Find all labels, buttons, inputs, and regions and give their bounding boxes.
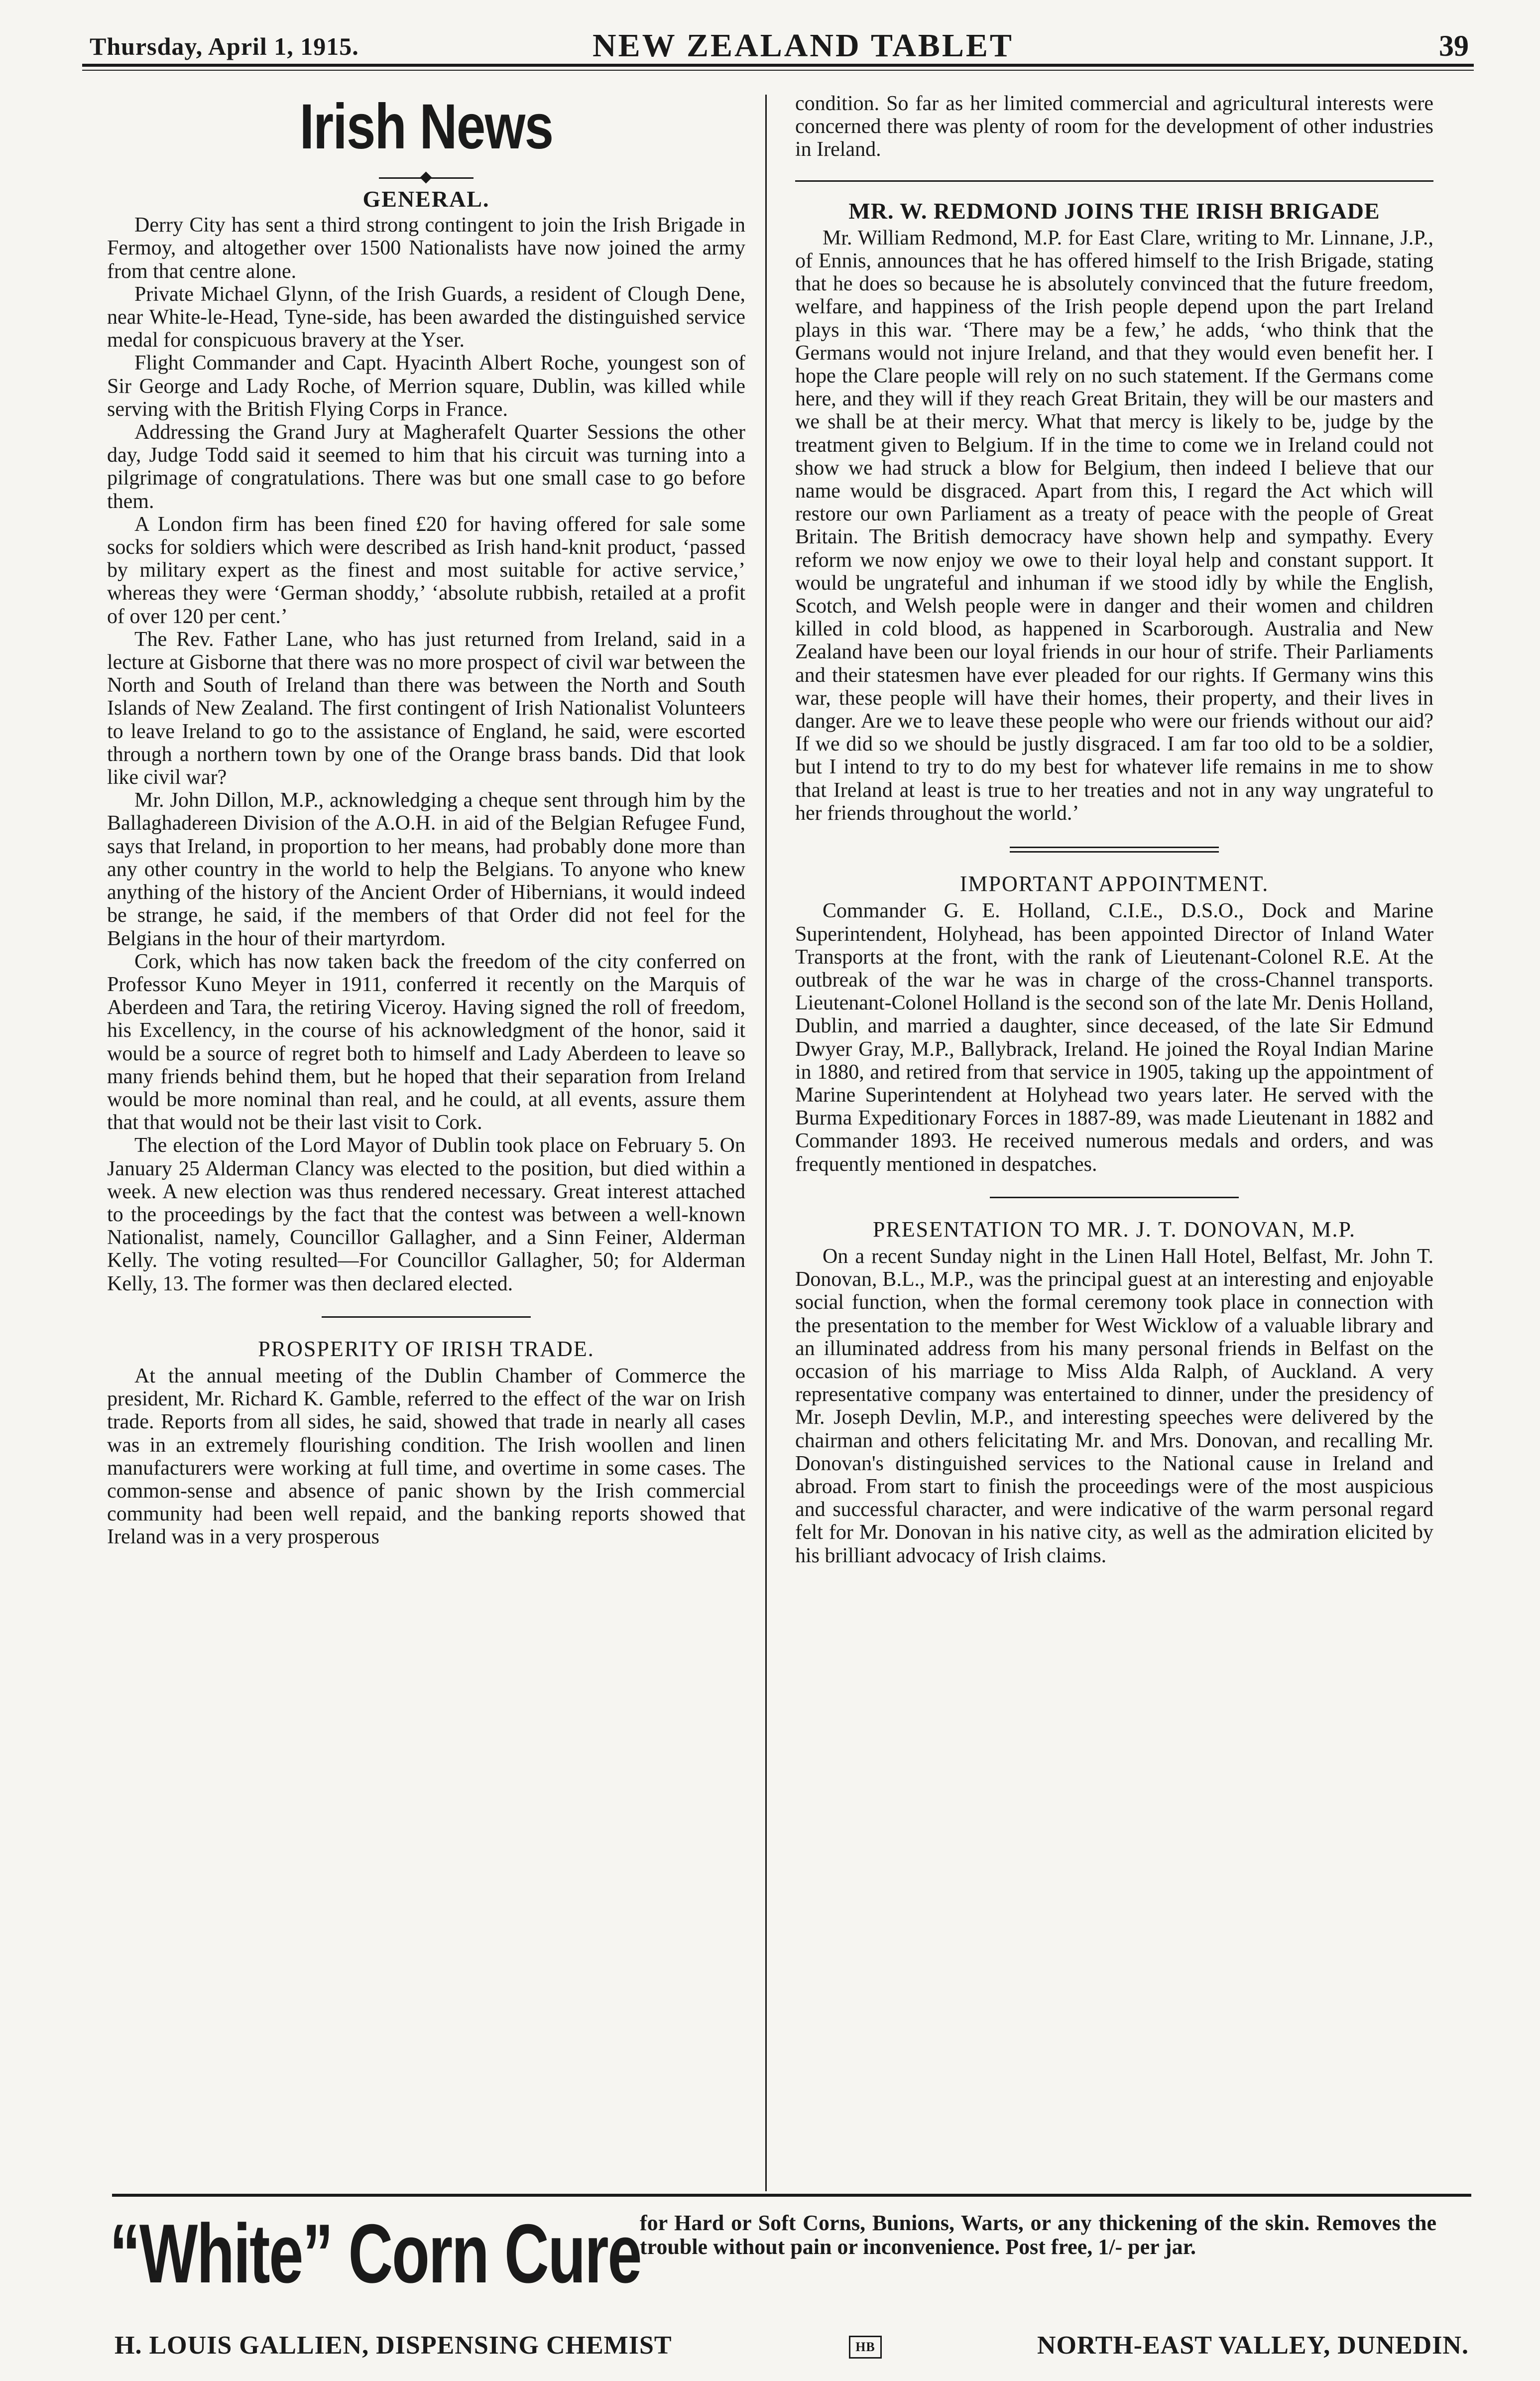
advert-mark: HB bbox=[849, 2336, 882, 2359]
section-rule bbox=[990, 1197, 1239, 1198]
head-rule-thin bbox=[82, 70, 1474, 71]
advert-description: for Hard or Soft Corns, Bunions, Warts, or any thickening of the skin. Removes the trouble without pain or inconvenience. Post free, 1/- per jar. bbox=[640, 2211, 1436, 2259]
redmond-heading: MR. W. REDMOND JOINS THE IRISH BRIGADE bbox=[848, 198, 1380, 224]
section-heading-general: GENERAL. bbox=[362, 186, 490, 212]
article-paragraph: The Rev. Father Lane, who has just returned from Ireland, said in a lecture at Gisborne that there was no more prospect of civil war between the North and South of Ireland than there was between the North and South Islands of New Zealand. The first contingent of Irish Nationalist Volunteers to leave Ireland to go to the assistance of England, he said, were escorted through a northern town by one of the Orange brass bands. Did that look like civil war? bbox=[107, 627, 745, 789]
section-rule bbox=[322, 1316, 531, 1318]
advert-slogan: “White” Corn Cure bbox=[110, 2207, 641, 2300]
redmond-paragraph: Mr. William Redmond, M.P. for East Clare, writing to Mr. Linnane, J.P., of Ennis, announces that he has offered himself to the Irish Brigade, stating that he does so because he is absolutely convinced that the future freedom, welfare, and happiness of the Irish people depend upon the part Ireland plays in this war. ‘There may be a few,’ he adds, ‘who think that the Germans would not injure Ireland, and that they would even benefit her. I hope the Clare people will rely on no such statement. If the Germans come here, and they will if they reach Great Britain, they will be our masters and we shall be at their mercy. What that mercy is likely to be, judge by the treatment given to Belgium. If in the time to come we in Ireland could not show we had struck a blow for Belgium, then indeed I believe that our name would be disgraced. Apart from this, I regard the Act which will restore our own Parliament as a treaty of peace with the people of Great Britain. The British democracy have shown help and sympathy. Every reform we now enjoy we owe to their loyal help and constant support. It would be ungrateful and inhuman if we stood idly by while the English, Scotch, and Welsh people were in danger and their women and children killed in cold blood, as happened in Scarborough. Australia and New Zealand have been our loyal friends in our hour of strife. Their Parliaments and their statesmen have ever pleaded for our rights. If Germany wins this war, these people will have their homes, their property, and their lives in danger. Are we to leave these people who were our friends without our aid? If we did so we should be justly disgraced. I am far too old to be a soldier, but I intend to try to do my best for whatever life remains in me to show that Ireland at least is true to her treaties and not in any way ungrateful to her friends throughout the world.’ bbox=[795, 226, 1433, 825]
double-rule bbox=[1010, 847, 1219, 853]
advert-chemist: H. LOUIS GALLIEN, DISPENSING CHEMIST bbox=[115, 2331, 672, 2360]
advert-rule bbox=[112, 2194, 1471, 2197]
article-paragraph: Addressing the Grand Jury at Magherafelt Quarter Sessions the other day, Judge Todd said it seemed to him that his circuit was turning into a pilgrimage of congratulations. There was but one small case to go before them. bbox=[107, 421, 745, 513]
left-column bbox=[107, 92, 745, 1549]
publication-name: NEW ZEALAND TABLET bbox=[592, 27, 1014, 64]
trade-heading: PROSPERITY OF IRISH TRADE. bbox=[258, 1336, 594, 1361]
article-paragraph: The election of the Lord Mayor of Dublin took place on February 5. On January 25 Alderman Clancy was elected to the position, but died within a week. A new election was thus rendered necessary. Great interest attached to the proceedings by the fact that the contest was between a well-known Nationalist, namely, Councillor Gallagher, and a Sinn Feiner, Alderman Kelly. The voting resulted—For Councillor Gallagher, 50; for Alderman Kelly, 13. The former was then declared elected. bbox=[107, 1134, 745, 1295]
article-paragraph: Private Michael Glynn, of the Irish Guards, a resident of Clough Dene, near White-le-Head, Tyne-side, has been awarded the distinguished service medal for conspicuous bravery at the Yser. bbox=[107, 282, 745, 352]
head-rule bbox=[82, 64, 1474, 67]
article-paragraph: Flight Commander and Capt. Hyacinth Albert Roche, youngest son of Sir George and Lady Roche, of Merrion square, Dublin, was killed while serving with the British Flying Corps in France. bbox=[107, 352, 745, 421]
section-rule bbox=[795, 180, 1433, 182]
issue-date: Thursday, April 1, 1915. bbox=[90, 32, 359, 60]
article-paragraph: Cork, which has now taken back the freedom of the city conferred on Professor Kuno Meyer in 1911, conferred it recently on the Marquis of Aberdeen and Tara, the retiring Viceroy. Having signed the roll of freedom, his Excellency, in the course of his acknowledgment of the honor, said it would be a source of regret both to himself and Lady Aberdeen to leave so many friends behind them, but he hoped that their separation from Ireland would be more nominal than real, and he could, at all events, assure them that that would not be their last visit to Cork. bbox=[107, 950, 745, 1134]
advert-footer bbox=[115, 2331, 1469, 2366]
running-head bbox=[80, 29, 1474, 69]
right-column bbox=[795, 92, 1433, 1567]
trade-paragraph: At the annual meeting of the Dublin Chamber of Commerce the president, Mr. Richard K. Gamble, referred to the effect of the war on Irish trade. Reports from all sides, he said, showed that trade in nearly all cases was in an extremely flourishing condition. The Irish woollen and linen manufacturers were working at full time, and overtime in some cases. The common-sense and absence of panic shown by the Irish commercial community had been well repaid, and the banking reports showed that Ireland was in a very prosperous bbox=[107, 1364, 745, 1549]
presentation-heading: PRESENTATION TO MR. J. T. DONOVAN, M.P. bbox=[872, 1217, 1356, 1242]
page-number: 39 bbox=[1439, 29, 1469, 62]
presentation-paragraph: On a recent Sunday night in the Linen Hall Hotel, Belfast, Mr. John T. Donovan, B.L., M.P., was the principal guest at an interesting and enjoyable social function, when the formal ceremony took place in connection with the presentation to the member for West Wicklow of a valuable library and an illuminated address from his many personal friends in Belfast on the occasion of his marriage to Miss Alda Ralph, of Auckland. A very representative company was entertained to dinner, under the presidency of Mr. Joseph Devlin, M.P., and interesting speeches were delivered by the chairman and others felicitating Mr. and Mrs. Donovan, and recalling Mr. Donovan's distinguished services to the National cause in Ireland and abroad. From start to finish the proceedings were of the most auspicious and successful character, and were indicative of the warm personal regard felt for Mr. Donovan in his native city, as well as the admiration elicited by his brilliant advocacy of Irish claims. bbox=[795, 1245, 1433, 1567]
article-paragraph: A London firm has been fined £20 for having offered for sale some socks for soldiers which were described as Irish hand-knit product, ‘passed by military expert as the finest and most suitable for active service,’ whereas they were ‘German shoddy,’ ‘absolute rubbish, retailed at a profit of over 120 per cent.’ bbox=[107, 512, 745, 628]
appointment-heading: IMPORTANT APPOINTMENT. bbox=[959, 872, 1269, 896]
continuation-paragraph: condition. So far as her limited commercial and agricultural interests were concerned there was plenty of room for the development of other industries in Ireland. bbox=[795, 92, 1433, 161]
column-rule bbox=[765, 95, 767, 2191]
page-title: Irish News bbox=[299, 91, 553, 162]
article-paragraph: Derry City has sent a third strong contingent to join the Irish Brigade in Fermoy, and altogether over 1500 Nationalists have now joined the army from that centre alone. bbox=[107, 214, 745, 283]
ornament-rule bbox=[379, 173, 474, 183]
article-paragraph: Mr. John Dillon, M.P., acknowledging a cheque sent through him by the Ballaghadereen Division of the A.O.H. in aid of the Belgian Refugee Fund, says that Ireland, in proportion to her means, had probably done more than any other country in the world to help the Belgians. To anyone who knew anything of the history of the Ancient Order of Hibernians, it would indeed be strange, he said, if the members of that Order did not feel for the Belgians in the hour of their martyrdom. bbox=[107, 789, 745, 950]
appointment-paragraph: Commander G. E. Holland, C.I.E., D.S.O., Dock and Marine Superintendent, Holyhead, has been appointed Director of Inland Water Transports at the front, with the rank of Lieutenant-Colonel R.E. At the outbreak of the war he was in charge of the cross-Channel transports. Lieutenant-Colonel Holland is the second son of the late Mr. Denis Holland, Dublin, and married a daughter, since deceased, of the late Sir Edmund Dwyer Gray, M.P., Ballybrack, Ireland. He joined the Royal Indian Marine in 1880, and retired from that service in 1905, taking up the appointment of Marine Superintendent at Holyhead two years later. He served with the Burma Expeditionary Forces in 1887-89, was made Lieutenant in 1882 and Commander 1893. He received numerous medals and orders, and was frequently mentioned in despatches. bbox=[795, 899, 1433, 1176]
advert-location: NORTH-EAST VALLEY, DUNEDIN. bbox=[1037, 2331, 1469, 2360]
